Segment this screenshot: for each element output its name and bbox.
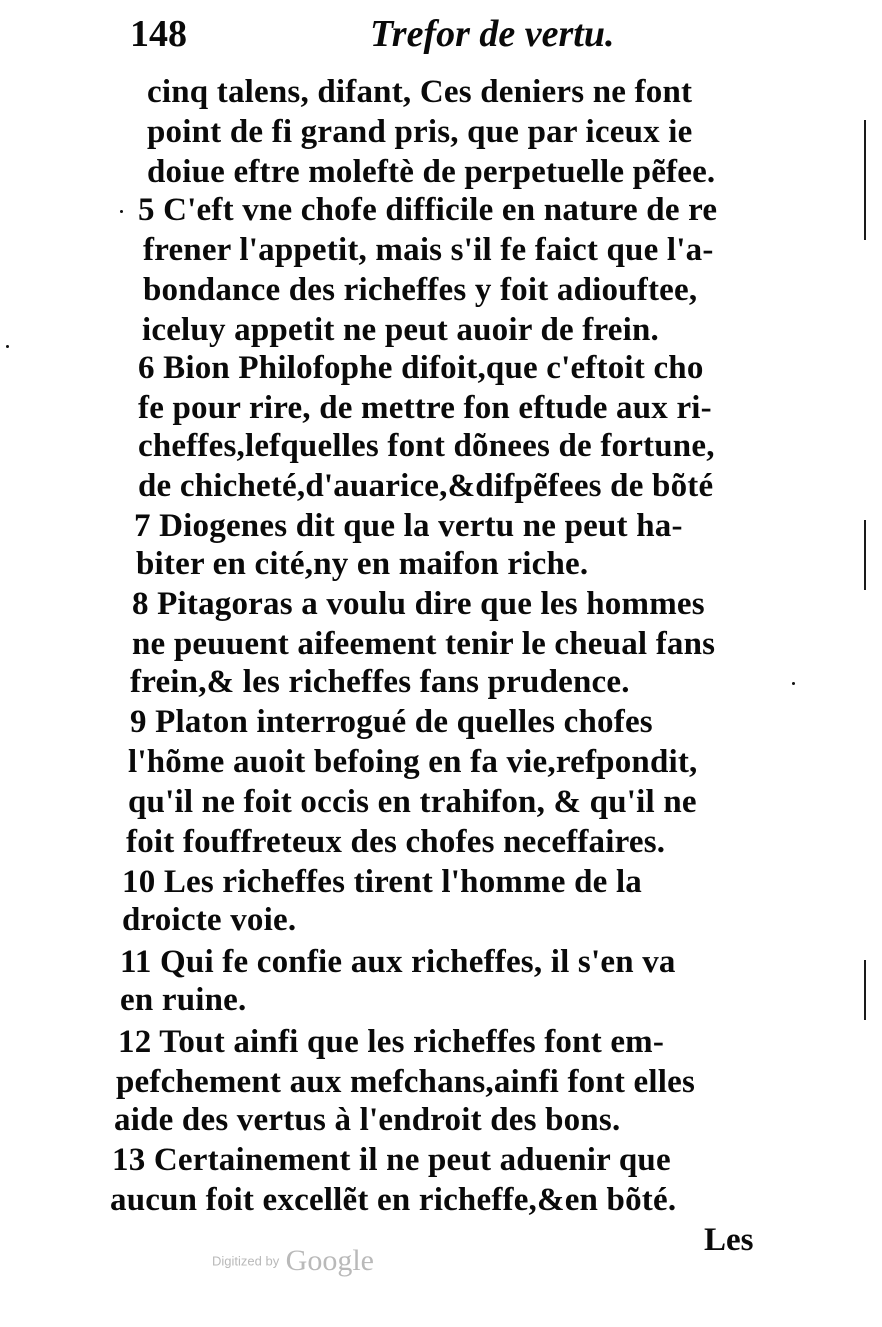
text-line: biter en cité,ny en maifon riche. [136, 546, 589, 582]
text-line: 6 Bion Philofophe difoit,que c'eftoit cho [138, 350, 704, 386]
text-line: iceluy appetit ne peut auoir de frein. [142, 312, 659, 348]
ink-speck [6, 345, 9, 348]
page-edge-mark [864, 960, 866, 1020]
ink-speck [792, 682, 795, 685]
text-line: foit fouffreteux des chofes neceffaires. [126, 824, 666, 860]
text-line: 11 Qui fe confie aux richeffes, il s'en va [120, 944, 676, 980]
text-line: bondance des richeffes y foit adiouftee, [143, 272, 698, 308]
text-line: droicte voie. [122, 902, 297, 938]
text-line: qu'il ne foit occis en trahifon, & qu'il ne [128, 784, 697, 820]
text-line: cinq talens, difant, Ces deniers ne font [147, 74, 693, 110]
text-line: doiue eftre moleftè de perpetuelle pẽfee. [147, 154, 716, 190]
text-line: point de fi grand pris, que par iceux ie [147, 114, 693, 150]
page-number: 148 [130, 13, 187, 55]
text-line: l'hõme auoit befoing en fa vie,refpondit, [128, 744, 698, 780]
digitized-watermark [212, 1244, 374, 1278]
text-line: ne peuuent aifeement tenir le cheual fans [132, 626, 716, 662]
catchword: Les [704, 1222, 754, 1258]
text-line: 8 Pitagoras a voulu dire que les hommes [132, 586, 705, 622]
watermark-prefix: Digitized by [212, 1253, 280, 1269]
text-line: frener l'appetit, mais s'il fe faict que l'a- [143, 232, 714, 268]
page-edge-mark [864, 120, 866, 240]
text-line: 13 Certainement il ne peut aduenir que [112, 1142, 671, 1178]
text-line: 9 Platon interrogué de quelles chofes [130, 704, 653, 740]
page-edge-mark [864, 520, 866, 590]
text-line: cheffes,lefquelles font dõnees de fortune, [138, 428, 715, 464]
text-line: de chicheté,d'auarice,&difpẽfees de bõté [138, 468, 714, 504]
text-line: 7 Diogenes dit que la vertu ne peut ha- [134, 508, 683, 544]
text-line: en ruine. [120, 982, 247, 1018]
text-line: 12 Tout ainfi que les richeffes font em- [118, 1024, 665, 1060]
page-header [130, 12, 690, 62]
text-line: pefchement aux mefchans,ainfi font elles [116, 1064, 696, 1100]
text-line: aucun foit excellẽt en richeffe,&en bõté. [110, 1182, 677, 1218]
text-line: fe pour rire, de mettre fon eftude aux ri- [138, 390, 712, 426]
text-line: aide des vertus à l'endroit des bons. [114, 1102, 621, 1138]
watermark-brand: Google [285, 1244, 374, 1277]
running-title: Trefor de vertu. [370, 13, 615, 55]
text-line: frein,& les richeffes fans prudence. [130, 664, 630, 700]
ink-speck [120, 210, 123, 213]
text-line: 10 Les richeffes tirent l'homme de la [122, 864, 643, 900]
text-line: 5 C'eft vne chofe difficile en nature de re [138, 192, 718, 228]
